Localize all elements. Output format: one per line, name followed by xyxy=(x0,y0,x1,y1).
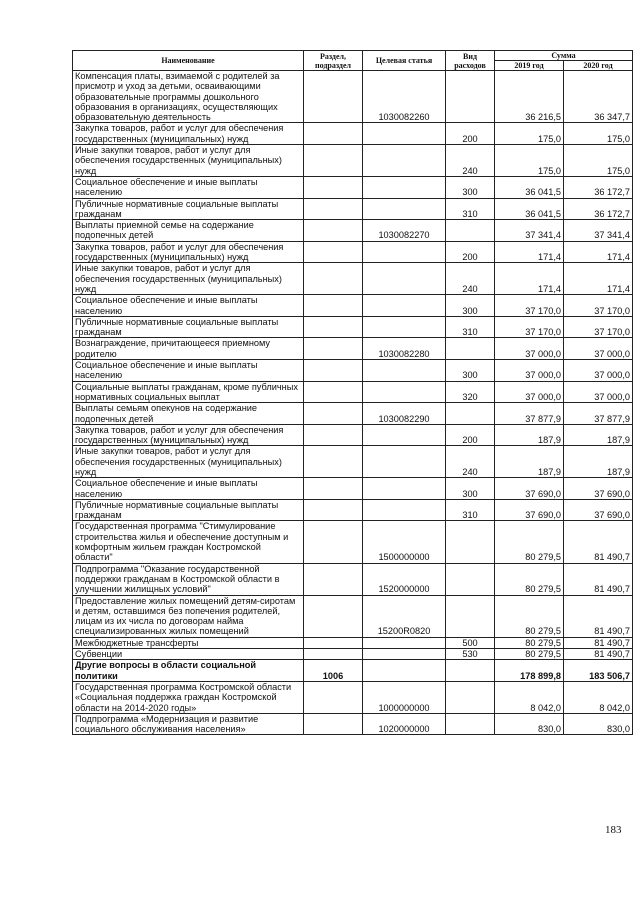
cell-name: Социальное обеспечение и иные выплаты населению xyxy=(73,295,304,317)
cell-y2020: 81 490,7 xyxy=(564,563,633,595)
cell-type: 310 xyxy=(446,198,495,220)
cell-target: 1520000000 xyxy=(363,563,446,595)
cell-type xyxy=(446,713,495,735)
cell-y2019: 80 279,5 xyxy=(495,637,564,648)
table-row xyxy=(73,220,633,242)
cell-section xyxy=(304,649,363,660)
cell-y2020: 37 690,0 xyxy=(564,478,633,500)
cell-y2020: 187,9 xyxy=(564,424,633,446)
cell-target xyxy=(363,360,446,382)
table-row xyxy=(73,71,633,123)
cell-name: Закупка товаров, работ и услуг для обеспечения государственных (муниципальных) нужд xyxy=(73,123,304,145)
cell-target: 1030082290 xyxy=(363,403,446,425)
cell-target xyxy=(363,660,446,682)
cell-y2019: 37 170,0 xyxy=(495,316,564,338)
cell-y2019: 175,0 xyxy=(495,145,564,177)
cell-target xyxy=(363,478,446,500)
table-row xyxy=(73,478,633,500)
table-row xyxy=(73,123,633,145)
cell-y2019: 175,0 xyxy=(495,123,564,145)
cell-y2020: 37 170,0 xyxy=(564,295,633,317)
header-target: Целевая статья xyxy=(363,51,446,71)
cell-y2019: 37 690,0 xyxy=(495,499,564,521)
cell-y2019: 37 170,0 xyxy=(495,295,564,317)
cell-name: Закупка товаров, работ и услуг для обеспечения государственных (муниципальных) нужд xyxy=(73,424,304,446)
cell-y2019: 187,9 xyxy=(495,424,564,446)
cell-type: 200 xyxy=(446,241,495,263)
cell-target xyxy=(363,263,446,295)
cell-y2020: 37 690,0 xyxy=(564,499,633,521)
cell-target: 1030082270 xyxy=(363,220,446,242)
cell-target xyxy=(363,316,446,338)
cell-type: 530 xyxy=(446,649,495,660)
cell-y2020: 37 000,0 xyxy=(564,338,633,360)
cell-y2019: 80 279,5 xyxy=(495,563,564,595)
cell-y2020: 81 490,7 xyxy=(564,637,633,648)
table-body xyxy=(73,71,633,735)
cell-y2020: 37 877,9 xyxy=(564,403,633,425)
table-row xyxy=(73,637,633,648)
cell-y2019: 37 000,0 xyxy=(495,381,564,403)
budget-table xyxy=(72,50,633,735)
cell-name: Государственная программа Костромской области «Социальная поддержка граждан Костромской области на 2014-2020 годы» xyxy=(73,681,304,713)
cell-name: Другие вопросы в области социальной политики xyxy=(73,660,304,682)
cell-type: 320 xyxy=(446,381,495,403)
cell-name: Социальное обеспечение и иные выплаты населению xyxy=(73,478,304,500)
cell-type: 300 xyxy=(446,295,495,317)
cell-section xyxy=(304,446,363,478)
table-row xyxy=(73,660,633,682)
cell-target xyxy=(363,381,446,403)
cell-section xyxy=(304,198,363,220)
cell-target: 1030082280 xyxy=(363,338,446,360)
cell-name: Вознаграждение, причитающееся приемному родителю xyxy=(73,338,304,360)
cell-type: 310 xyxy=(446,316,495,338)
cell-y2019: 80 279,5 xyxy=(495,521,564,563)
cell-target: 1000000000 xyxy=(363,681,446,713)
cell-y2020: 36 347,7 xyxy=(564,71,633,123)
cell-y2020: 830,0 xyxy=(564,713,633,735)
cell-target xyxy=(363,424,446,446)
cell-name: Государственная программа "Стимулирование строительства жилья и обеспечение доступным и комфортным жильем граждан Костромской области" xyxy=(73,521,304,563)
page-number: 183 xyxy=(605,824,622,836)
table-row xyxy=(73,338,633,360)
cell-target xyxy=(363,145,446,177)
cell-name: Выплаты семьям опекунов на содержание подопечных детей xyxy=(73,403,304,425)
cell-section xyxy=(304,478,363,500)
table-row xyxy=(73,316,633,338)
cell-section xyxy=(304,499,363,521)
cell-type xyxy=(446,660,495,682)
cell-type: 300 xyxy=(446,360,495,382)
cell-type: 310 xyxy=(446,499,495,521)
cell-name: Иные закупки товаров, работ и услуг для обеспечения государственных (муниципальных) нужд xyxy=(73,263,304,295)
cell-y2019: 37 877,9 xyxy=(495,403,564,425)
cell-y2020: 37 000,0 xyxy=(564,381,633,403)
cell-y2020: 183 506,7 xyxy=(564,660,633,682)
cell-target: 1020000000 xyxy=(363,713,446,735)
cell-y2019: 36 041,5 xyxy=(495,176,564,198)
cell-type xyxy=(446,220,495,242)
table-row xyxy=(73,649,633,660)
cell-y2020: 36 172,7 xyxy=(564,198,633,220)
cell-target xyxy=(363,446,446,478)
cell-y2019: 171,4 xyxy=(495,241,564,263)
cell-section xyxy=(304,123,363,145)
cell-name: Предоставление жилых помещений детям-сиротам и детям, оставшимся без попечения родителей, лицам из их числа по договорам найма специализированных жилых помещений xyxy=(73,595,304,637)
table-row xyxy=(73,145,633,177)
cell-section xyxy=(304,563,363,595)
cell-section xyxy=(304,424,363,446)
table-row xyxy=(73,521,633,563)
header-sum: Сумма xyxy=(495,51,633,61)
cell-section xyxy=(304,637,363,648)
cell-name: Иные закупки товаров, работ и услуг для обеспечения государственных (муниципальных) нужд xyxy=(73,446,304,478)
table-row xyxy=(73,424,633,446)
cell-target: 1500000000 xyxy=(363,521,446,563)
cell-section xyxy=(304,295,363,317)
cell-type: 500 xyxy=(446,637,495,648)
cell-type xyxy=(446,595,495,637)
cell-section xyxy=(304,338,363,360)
cell-y2020: 187,9 xyxy=(564,446,633,478)
cell-section xyxy=(304,360,363,382)
cell-type: 240 xyxy=(446,263,495,295)
cell-type xyxy=(446,563,495,595)
cell-y2019: 37 690,0 xyxy=(495,478,564,500)
cell-section xyxy=(304,145,363,177)
cell-target xyxy=(363,637,446,648)
cell-section xyxy=(304,681,363,713)
cell-y2019: 36 041,5 xyxy=(495,198,564,220)
table-row xyxy=(73,381,633,403)
cell-name: Субвенции xyxy=(73,649,304,660)
table-header xyxy=(73,51,633,71)
table-row xyxy=(73,681,633,713)
cell-target xyxy=(363,295,446,317)
table-row xyxy=(73,295,633,317)
cell-type xyxy=(446,338,495,360)
cell-name: Публичные нормативные социальные выплаты гражданам xyxy=(73,316,304,338)
cell-type: 300 xyxy=(446,478,495,500)
cell-y2020: 37 170,0 xyxy=(564,316,633,338)
cell-name: Подпрограмма "Оказание государственной поддержки гражданам в Костромской области в улучшении жилищных условий" xyxy=(73,563,304,595)
table-row xyxy=(73,563,633,595)
cell-y2019: 37 000,0 xyxy=(495,338,564,360)
cell-y2019: 37 341,4 xyxy=(495,220,564,242)
cell-section xyxy=(304,381,363,403)
cell-section xyxy=(304,521,363,563)
cell-name: Закупка товаров, работ и услуг для обеспечения государственных (муниципальных) нужд xyxy=(73,241,304,263)
cell-y2020: 175,0 xyxy=(564,145,633,177)
cell-y2020: 37 341,4 xyxy=(564,220,633,242)
cell-y2019: 80 279,5 xyxy=(495,649,564,660)
cell-name: Публичные нормативные социальные выплаты гражданам xyxy=(73,499,304,521)
cell-section xyxy=(304,316,363,338)
cell-type: 200 xyxy=(446,123,495,145)
cell-section xyxy=(304,713,363,735)
cell-name: Социальное обеспечение и иные выплаты населению xyxy=(73,176,304,198)
cell-target xyxy=(363,241,446,263)
cell-name: Межбюджетные трансферты xyxy=(73,637,304,648)
cell-section xyxy=(304,71,363,123)
cell-type xyxy=(446,403,495,425)
cell-section xyxy=(304,595,363,637)
cell-type xyxy=(446,681,495,713)
cell-section xyxy=(304,176,363,198)
header-section: Раздел, подраздел xyxy=(304,51,363,71)
table-row xyxy=(73,499,633,521)
table-row xyxy=(73,198,633,220)
table-row xyxy=(73,263,633,295)
cell-name: Подпрограмма «Модернизация и развитие социального обслуживания населения» xyxy=(73,713,304,735)
table-row xyxy=(73,713,633,735)
table-row xyxy=(73,360,633,382)
cell-section xyxy=(304,403,363,425)
cell-y2020: 175,0 xyxy=(564,123,633,145)
cell-type: 240 xyxy=(446,446,495,478)
cell-name: Публичные нормативные социальные выплаты гражданам xyxy=(73,198,304,220)
cell-y2019: 36 216,5 xyxy=(495,71,564,123)
cell-type: 240 xyxy=(446,145,495,177)
cell-y2019: 187,9 xyxy=(495,446,564,478)
cell-name: Выплаты приемной семье на содержание подопечных детей xyxy=(73,220,304,242)
cell-y2020: 81 490,7 xyxy=(564,521,633,563)
cell-target xyxy=(363,499,446,521)
header-year-2020: 2020 год xyxy=(564,61,633,71)
cell-name: Социальные выплаты гражданам, кроме публичных нормативных социальных выплат xyxy=(73,381,304,403)
cell-y2019: 37 000,0 xyxy=(495,360,564,382)
cell-y2020: 8 042,0 xyxy=(564,681,633,713)
header-type: Вид расходов xyxy=(446,51,495,71)
cell-target: 15200R0820 xyxy=(363,595,446,637)
cell-target xyxy=(363,123,446,145)
cell-y2019: 830,0 xyxy=(495,713,564,735)
cell-y2020: 36 172,7 xyxy=(564,176,633,198)
cell-name: Компенсация платы, взимаемой с родителей за присмотр и уход за детьми, осваивающими образовательные программы дошкольного образования в организациях, осуществляющих образовательную деятельность xyxy=(73,71,304,123)
cell-y2020: 37 000,0 xyxy=(564,360,633,382)
cell-y2020: 171,4 xyxy=(564,241,633,263)
cell-type: 300 xyxy=(446,176,495,198)
cell-y2019: 80 279,5 xyxy=(495,595,564,637)
table-row xyxy=(73,403,633,425)
cell-type xyxy=(446,521,495,563)
cell-y2019: 178 899,8 xyxy=(495,660,564,682)
header-year-2019: 2019 год xyxy=(495,61,564,71)
cell-type xyxy=(446,71,495,123)
cell-y2020: 81 490,7 xyxy=(564,649,633,660)
cell-y2019: 8 042,0 xyxy=(495,681,564,713)
cell-type: 200 xyxy=(446,424,495,446)
table-row xyxy=(73,176,633,198)
cell-section: 1006 xyxy=(304,660,363,682)
cell-name: Социальное обеспечение и иные выплаты населению xyxy=(73,360,304,382)
cell-y2019: 171,4 xyxy=(495,263,564,295)
table-row xyxy=(73,241,633,263)
cell-section xyxy=(304,241,363,263)
cell-y2020: 81 490,7 xyxy=(564,595,633,637)
cell-section xyxy=(304,263,363,295)
cell-target: 1030082260 xyxy=(363,71,446,123)
cell-name: Иные закупки товаров, работ и услуг для обеспечения государственных (муниципальных) нужд xyxy=(73,145,304,177)
header-name: Наименование xyxy=(73,51,304,71)
cell-target xyxy=(363,176,446,198)
cell-y2020: 171,4 xyxy=(564,263,633,295)
cell-target xyxy=(363,649,446,660)
table-row xyxy=(73,446,633,478)
cell-section xyxy=(304,220,363,242)
cell-target xyxy=(363,198,446,220)
table-row xyxy=(73,595,633,637)
